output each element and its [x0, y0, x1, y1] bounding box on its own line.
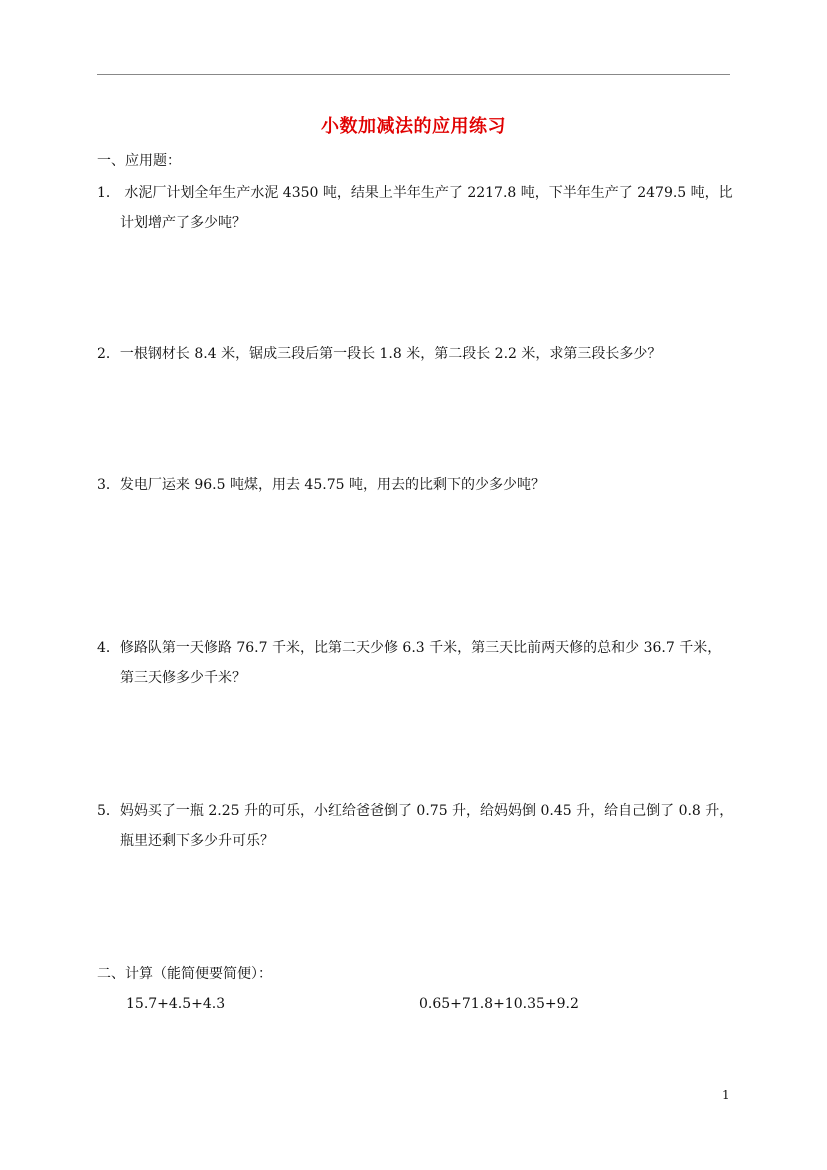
page-number: 1 [722, 1088, 730, 1102]
section-heading-applications: 一、应用题： [97, 153, 181, 169]
section-heading-calculation: 二、计算（能简便要简便）： [97, 966, 272, 982]
question-1 [97, 178, 737, 238]
question-2-line-1: 2．一根钢材长 8.4 米，锯成三段后第一段长 1.8 米，第二段长 2.2 米，求第三段长多少？ [97, 346, 662, 362]
question-4-line-2: 第三天修多少千米？ [120, 670, 246, 686]
question-5-line-1: 5．妈妈买了一瓶 2.25 升的可乐，小红给爸爸倒了 0.75 升，给妈妈倒 0.45 升，给自己倒了 0.8 升， [97, 803, 734, 819]
question-2 [97, 339, 737, 369]
question-1-line-2: 计划增产了多少吨？ [120, 215, 246, 231]
question-4 [97, 633, 737, 693]
question-1-line-1: 1． 水泥厂计划全年生产水泥 4350 吨，结果上半年生产了 2217.8 吨，下半年生产了 2479.5 吨，比 [97, 185, 733, 201]
page-title: 小数加减法的应用练习 [321, 116, 506, 137]
question-4-line-1: 4．修路队第一天修路 76.7 千米，比第二天少修 6.3 千米，第三天比前两天修的总和少 36.7 千米， [97, 640, 722, 656]
question-5 [97, 796, 737, 856]
calc-expression-left: 15.7+4.5+4.3 [126, 996, 226, 1012]
question-3-line-1: 3．发电厂运来 96.5 吨煤，用去 45.75 吨，用去的比剩下的少多少吨？ [97, 477, 545, 493]
header-rule [97, 74, 730, 75]
question-5-line-2: 瓶里还剩下多少升可乐？ [120, 833, 274, 849]
calc-expression-right: 0.65+71.8+10.35+9.2 [419, 996, 579, 1012]
question-3 [97, 470, 737, 500]
